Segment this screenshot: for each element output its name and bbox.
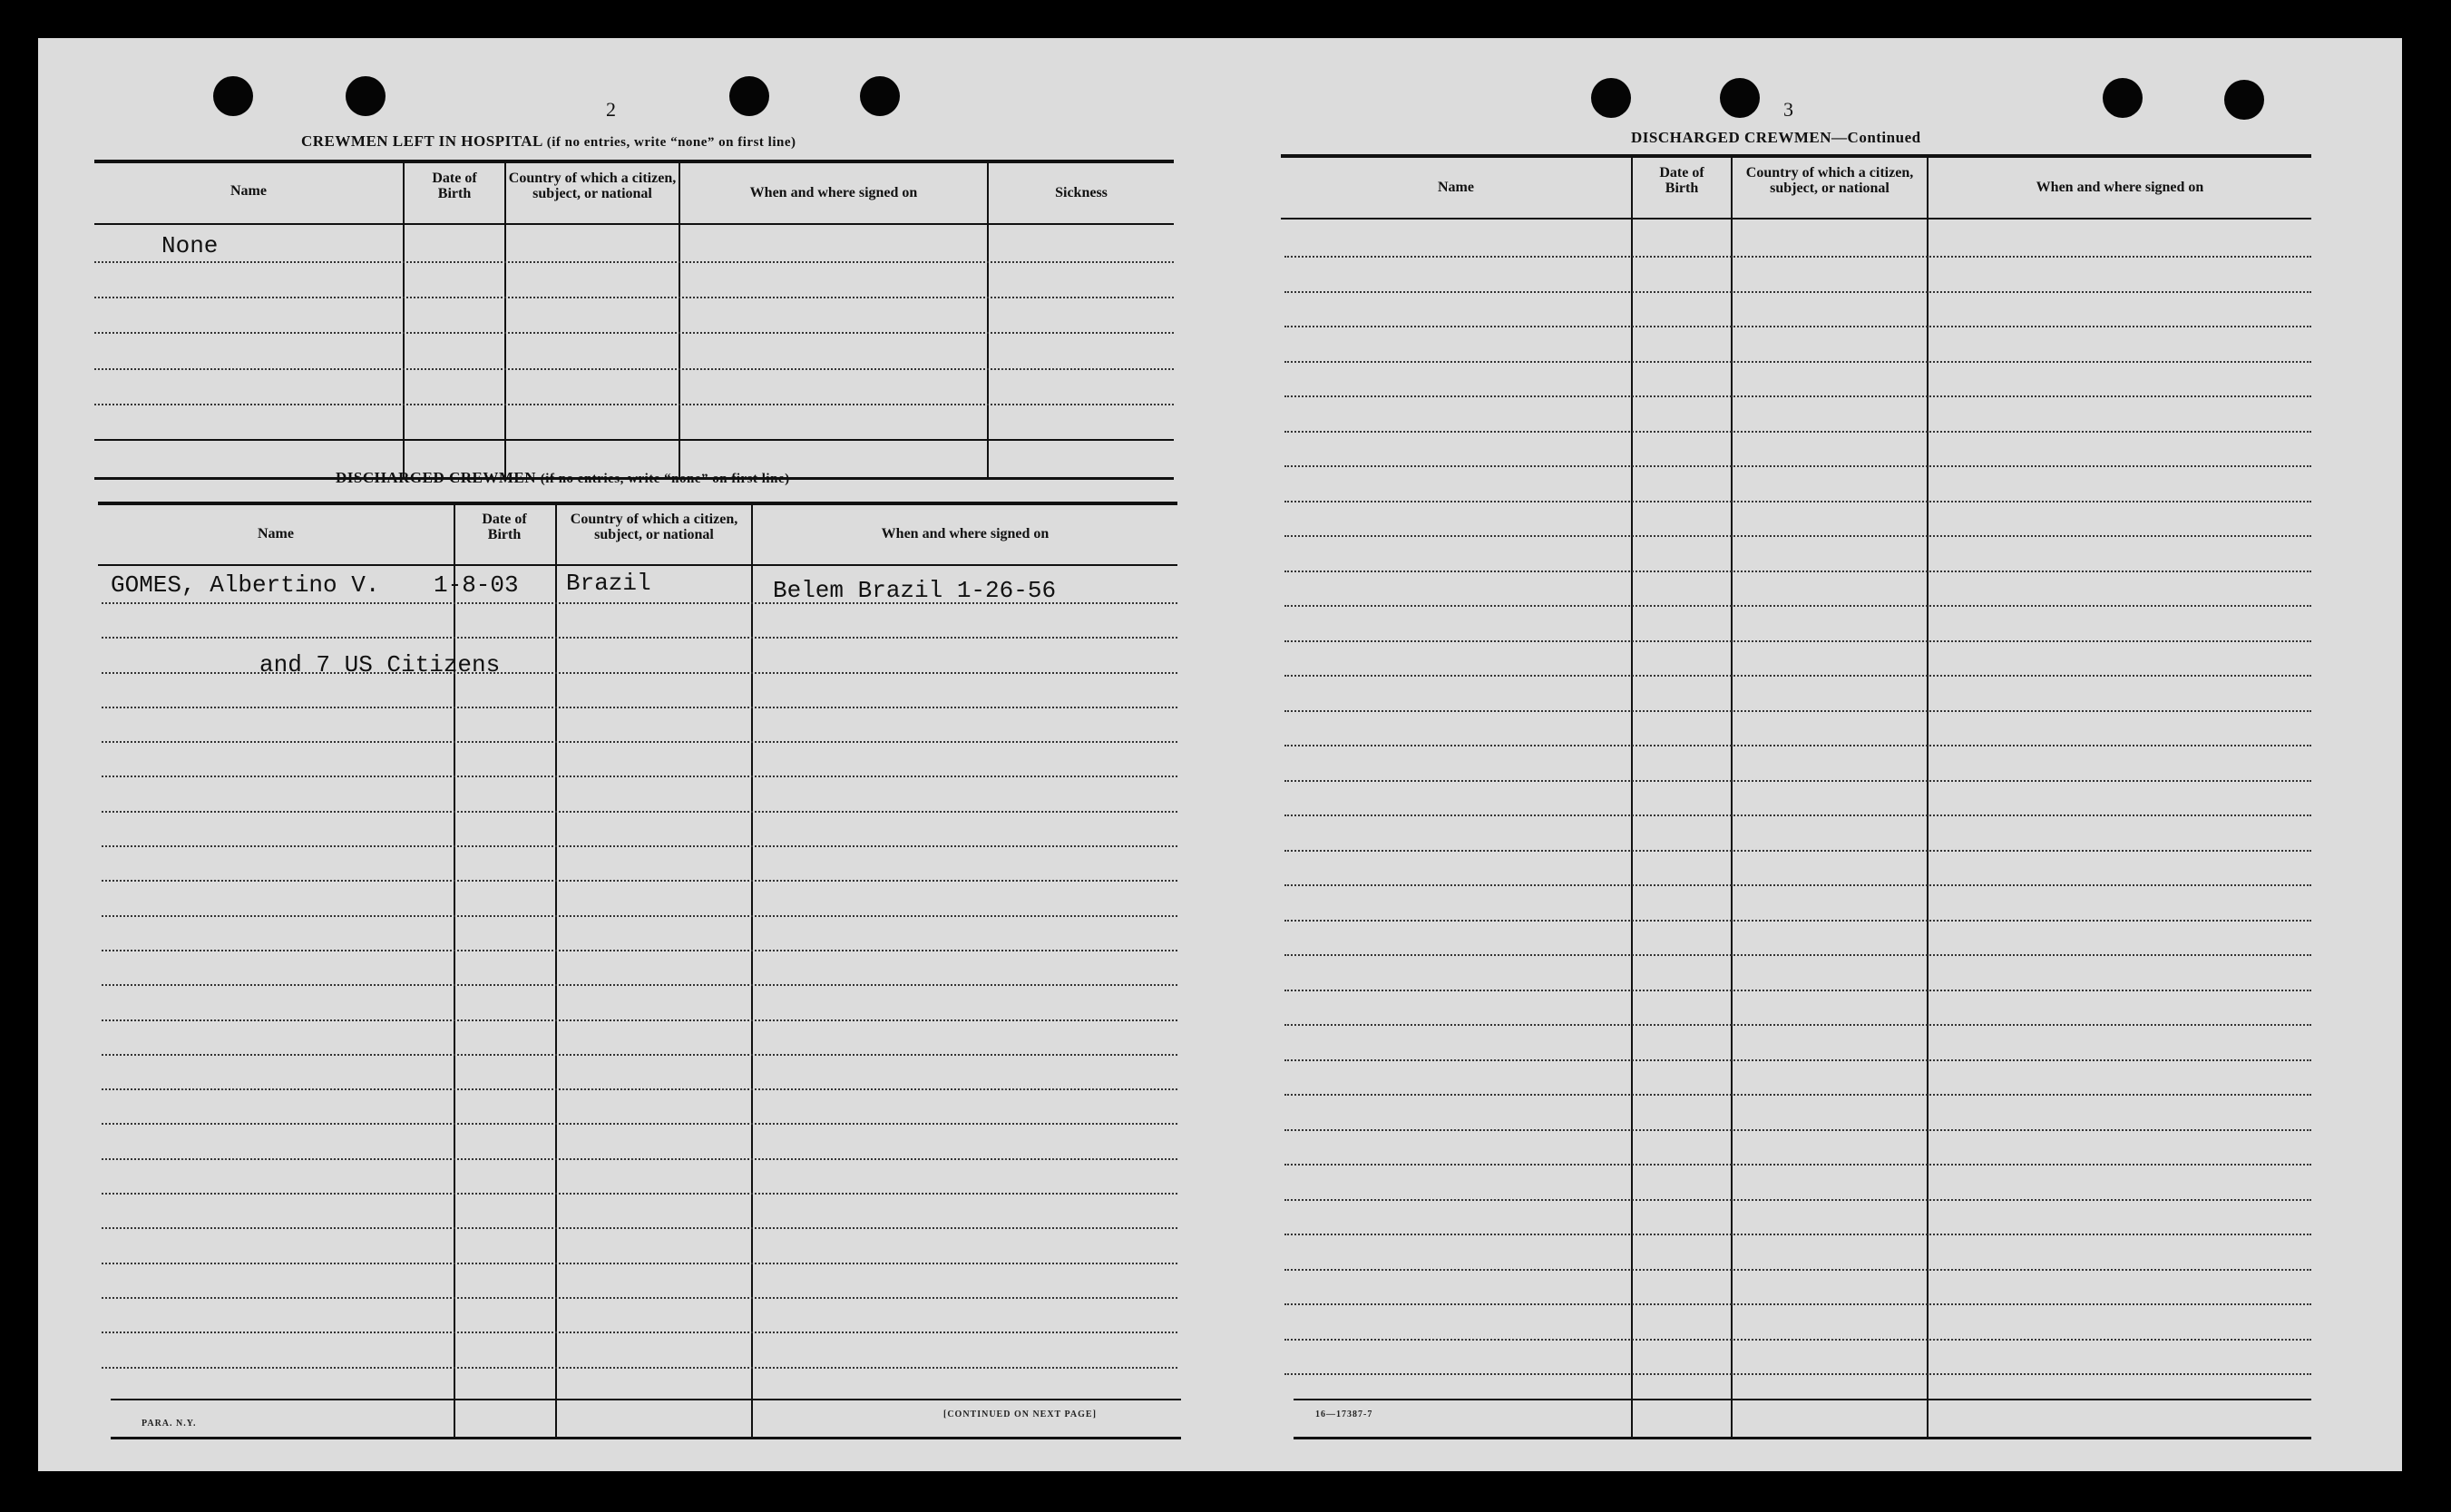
punch-hole — [213, 76, 253, 116]
ruled-line — [1284, 431, 2311, 433]
crewman-name: GOMES, Albertino V. — [111, 571, 380, 599]
ruled-line — [1284, 361, 2311, 363]
ruled-line — [1284, 1199, 2311, 1201]
ruled-line — [1284, 465, 2311, 467]
ruled-line — [102, 776, 1177, 777]
crewman-signed-on: Belem Brazil 1-26-56 — [773, 577, 1057, 604]
ruled-line — [1284, 291, 2311, 293]
punch-hole — [346, 76, 386, 116]
ruled-line — [1284, 640, 2311, 642]
ruled-line — [102, 637, 1177, 639]
ruled-line — [102, 1263, 1177, 1264]
ruled-line — [1284, 501, 2311, 502]
crewman-dob: 1-8-03 — [434, 571, 519, 599]
ruled-line — [102, 1019, 1177, 1021]
hospital-section-title — [301, 132, 796, 151]
ruled-line — [102, 707, 1177, 708]
hospital-instruction: (if no entries, write “none” on first line) — [546, 135, 796, 150]
ruled-line — [102, 672, 1177, 674]
column-header-country: Country of which a citizen, subject, or national — [1745, 165, 1914, 196]
ruled-line — [102, 984, 1177, 986]
ruled-line — [1284, 990, 2311, 991]
punch-hole — [1720, 78, 1760, 118]
crewmen-note: and 7 US Citizens — [259, 651, 501, 678]
ruled-line — [102, 1193, 1177, 1195]
ruled-line — [102, 1158, 1177, 1160]
ruled-line — [1284, 780, 2311, 782]
ruled-line — [1284, 326, 2311, 327]
ruled-line — [1284, 395, 2311, 397]
ruled-line — [1284, 1339, 2311, 1341]
ruled-line — [102, 845, 1177, 847]
ruled-line — [94, 368, 1174, 370]
footer-continued: [CONTINUED ON NEXT PAGE] — [943, 1410, 1097, 1419]
punch-hole — [2224, 80, 2264, 120]
ruled-line — [1284, 884, 2311, 886]
ruled-line — [102, 811, 1177, 813]
crewman-country: Brazil — [566, 570, 651, 597]
hospital-title-text: CREWMEN LEFT IN HOSPITAL — [301, 132, 542, 150]
column-header-country: Country of which a citizen, subject, or national — [570, 512, 738, 542]
column-header-signed-on: When and where signed on — [749, 185, 918, 200]
ruled-line — [1284, 1234, 2311, 1235]
footer-printer: PARA. N.Y. — [142, 1419, 197, 1429]
ruled-line — [94, 404, 1174, 405]
ruled-line — [1284, 605, 2311, 607]
column-header-name: Name — [258, 526, 294, 541]
ruled-line — [102, 602, 1177, 604]
ruled-line — [102, 741, 1177, 743]
ruled-line — [102, 1088, 1177, 1090]
ruled-line — [1284, 954, 2311, 956]
ruled-line — [1284, 745, 2311, 746]
ruled-line — [1284, 535, 2311, 537]
ruled-line — [1284, 1164, 2311, 1166]
ruled-line — [1284, 1129, 2311, 1131]
ruled-line — [102, 915, 1177, 917]
ruled-line — [1284, 1094, 2311, 1096]
ruled-line — [94, 261, 1174, 263]
ruled-line — [102, 880, 1177, 882]
ruled-line — [1284, 1269, 2311, 1271]
discharged-continued-title: DISCHARGED CREWMEN—Continued — [1631, 129, 1921, 146]
discharged-instruction: (if no entries, write “none” on first line) — [540, 472, 790, 486]
ruled-line — [1284, 710, 2311, 712]
page-number: 2 — [606, 98, 616, 121]
discharged-title-text: DISCHARGED CREWMEN — [336, 469, 537, 486]
ruled-line — [1284, 571, 2311, 572]
column-header-name: Name — [1438, 180, 1474, 195]
ruled-line — [94, 297, 1174, 298]
ruled-line — [102, 1123, 1177, 1125]
ruled-line — [102, 1054, 1177, 1056]
ruled-line — [1284, 256, 2311, 258]
ruled-line — [1284, 1373, 2311, 1375]
ruled-line — [102, 1227, 1177, 1229]
ruled-line — [102, 1367, 1177, 1369]
punch-hole — [729, 76, 769, 116]
column-header-dob: Date of Birth — [482, 512, 527, 542]
document-sheet — [38, 38, 2402, 1471]
ruled-line — [1284, 1059, 2311, 1061]
column-header-country: Country of which a citizen, subject, or national — [508, 171, 677, 201]
ruled-line — [1284, 815, 2311, 816]
ruled-line — [1284, 920, 2311, 922]
page-number: 3 — [1783, 98, 1793, 121]
ruled-line — [102, 950, 1177, 951]
ruled-line — [1284, 675, 2311, 677]
punch-hole — [860, 76, 900, 116]
punch-hole — [1591, 78, 1631, 118]
footer-form-number: 16—17387-7 — [1315, 1410, 1373, 1419]
column-header-dob: Date of Birth — [432, 171, 477, 201]
ruled-line — [102, 1297, 1177, 1299]
ruled-line — [94, 332, 1174, 334]
ruled-line — [1284, 1024, 2311, 1026]
column-header-name: Name — [230, 183, 267, 199]
ruled-line — [1284, 850, 2311, 852]
column-header-signed-on: When and where signed on — [2036, 180, 2204, 195]
column-header-dob: Date of Birth — [1659, 165, 1704, 196]
hospital-entry: None — [161, 232, 219, 259]
ruled-line — [1284, 1303, 2311, 1305]
ruled-line — [102, 1332, 1177, 1333]
column-header-signed-on: When and where signed on — [881, 526, 1050, 541]
discharged-section-title — [336, 469, 790, 487]
column-header-sickness: Sickness — [1055, 185, 1108, 200]
punch-hole — [2103, 78, 2143, 118]
